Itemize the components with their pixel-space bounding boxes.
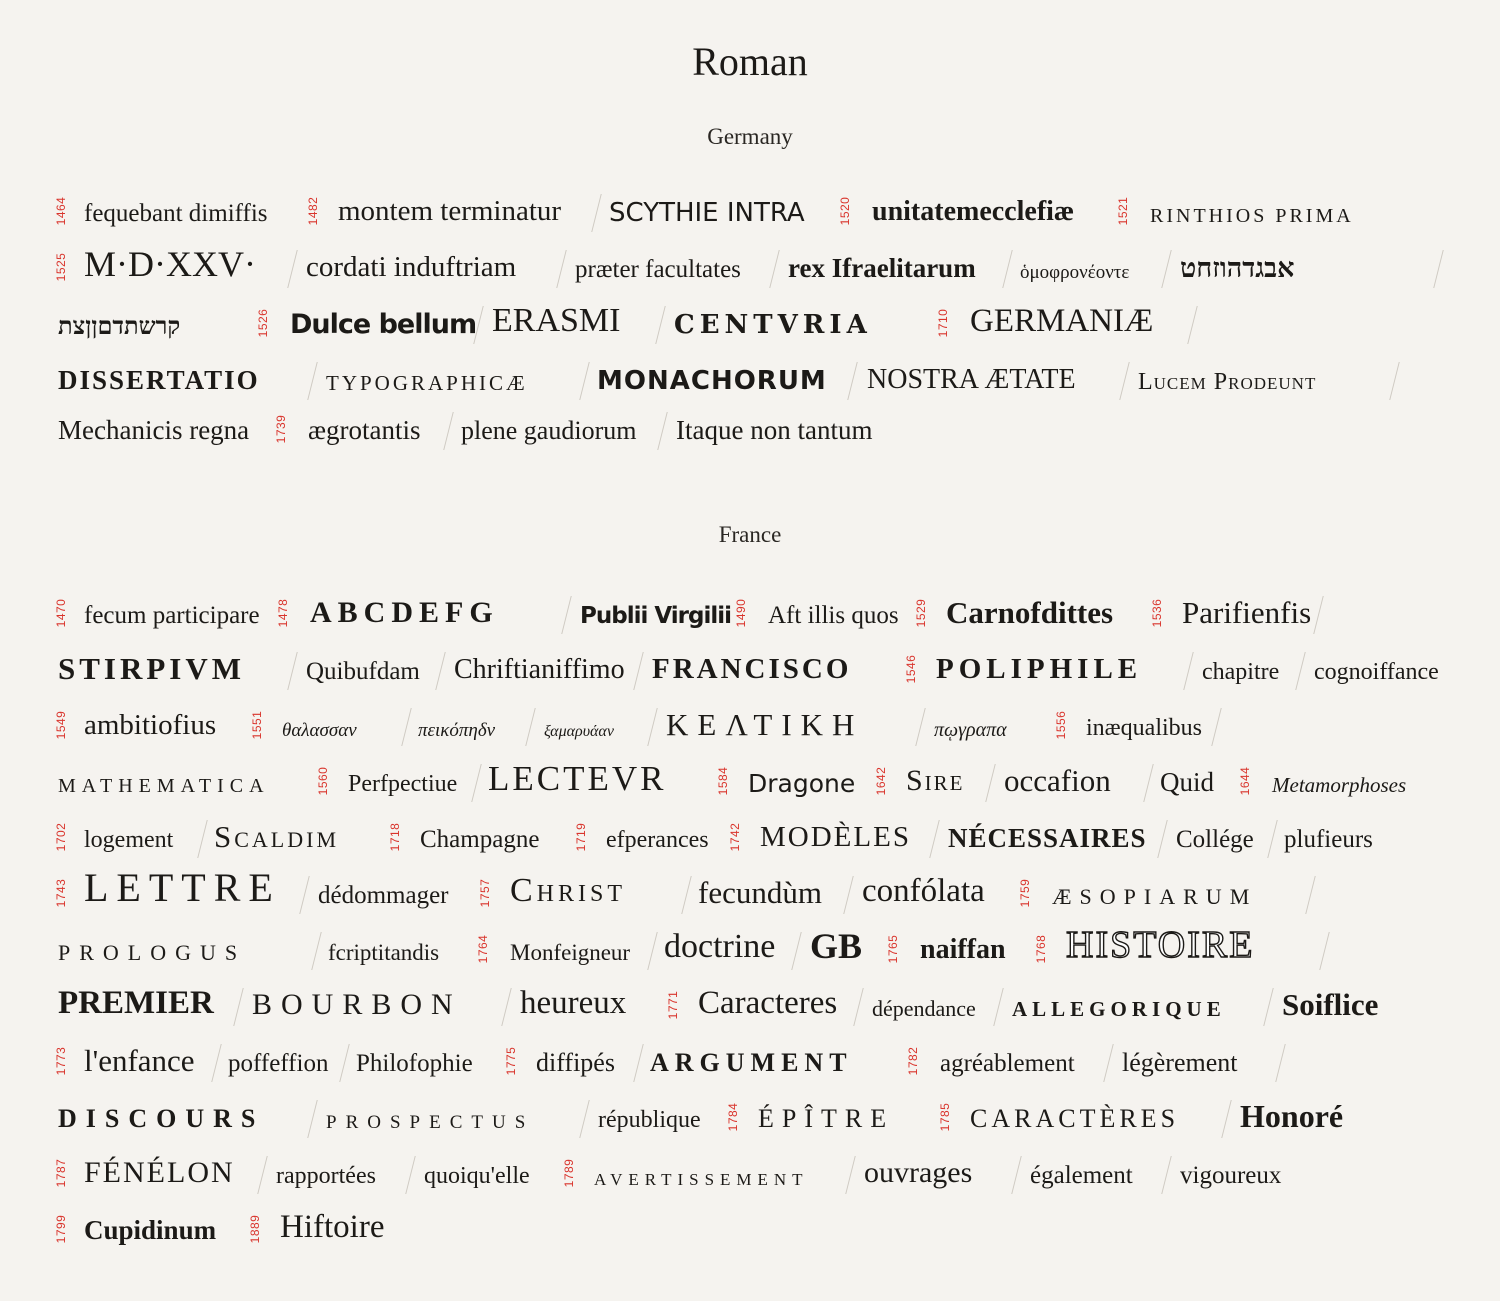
specimen-word: MONACHORUM [597,366,827,396]
france-row-7 [54,922,1454,978]
specimen-word: πεικόπηδν [418,720,496,741]
separator [579,1100,589,1138]
specimen-word: CENTVRIA [674,310,872,340]
separator [1305,876,1315,914]
specimen-word: fequebant dimiffis [84,200,268,227]
separator [211,1044,221,1082]
separator [915,708,925,746]
separator [1011,1156,1021,1194]
year-marker: 1560 [316,766,330,796]
year-marker: 1719 [574,822,588,852]
separator [1433,250,1443,288]
specimen-word: θαλασσαν [282,720,357,741]
separator [1221,1100,1231,1138]
year-marker: 1464 [54,196,68,226]
year-marker: 1743 [54,878,68,908]
specimen-word: ambitiofius [84,709,217,741]
separator [471,764,481,802]
separator [405,1156,415,1194]
year-marker: 1771 [666,990,680,1020]
specimen-word: ouvrages [864,1156,973,1189]
france-row-9 [54,1034,1454,1090]
france-row-11 [54,1146,1454,1202]
separator [681,876,691,914]
separator [233,988,243,1026]
specimen-word: PROSPECTUS [326,1112,535,1133]
specimen-word: BOURBON [252,988,462,1021]
separator [443,412,453,450]
separator [1161,250,1171,288]
separator [197,820,207,858]
germany-row-2 [54,240,1454,296]
specimen-word: DISCOURS [58,1104,265,1133]
specimen-word: HISTOIRE [1066,924,1255,966]
specimen-word: poffeffion [228,1050,329,1077]
separator [1187,306,1197,344]
specimen-word: Dragone [748,769,856,798]
specimen-word: Sire [906,764,965,797]
specimen-word: ALLEGORIQUE [1012,997,1226,1021]
separator [579,362,589,400]
specimen-word: NÉCESSAIRES [948,823,1147,853]
specimen-word: unitatemecclefiæ [872,196,1075,227]
germany-row-4 [54,352,1454,408]
specimen-word: efperances [606,827,709,853]
specimen-word: diffipés [536,1048,615,1077]
year-marker: 1702 [54,822,68,852]
specimen-word: Carnofdittes [946,595,1114,630]
separator [847,362,857,400]
year-marker: 1785 [938,1102,952,1132]
separator [561,596,571,634]
year-marker: 1775 [504,1046,518,1076]
separator [845,1156,855,1194]
separator [633,652,643,690]
year-marker: 1526 [256,308,270,338]
year-marker: 1757 [478,878,492,908]
specimen-word: ægrotantis [308,415,421,445]
specimen-word: occafion [1004,763,1111,798]
france-row-5 [54,810,1454,866]
separator [1313,596,1323,634]
specimen-word: plene gaudiorum [461,416,637,445]
specimen-word: montem terminatur [338,195,562,227]
year-marker: 1789 [562,1158,576,1188]
specimen-word: Christ [510,872,627,909]
specimen-word: également [1030,1162,1133,1189]
specimen-word: ERASMI [492,302,621,339]
year-marker: 1529 [914,598,928,628]
year-marker: 1773 [54,1046,68,1076]
year-marker: 1718 [388,822,402,852]
germany-row-1 [54,184,1454,240]
separator [791,932,801,970]
specimen-word: FRANCISCO [652,653,852,685]
separator [993,988,1003,1026]
separator [1157,820,1167,858]
section-heading-germany: Germany [707,124,793,149]
separator [657,412,667,450]
germany-row-5 [54,402,1454,458]
year-marker: 1889 [248,1214,262,1244]
specimen-word: dédommager [318,882,449,909]
year-marker: 1482 [306,196,320,226]
specimen-word: doctrine [664,928,776,965]
specimen-word: Monfeigneur [510,940,631,965]
specimen-word: ABCDEFG [310,596,499,629]
specimen-word: plufieurs [1284,826,1373,853]
specimen-word: STIRPIVM [58,651,246,686]
separator [307,362,317,400]
france-row-4 [54,754,1454,810]
specimen-word: Caracteres [698,985,838,1021]
year-marker: 1525 [54,252,68,282]
year-marker: 1764 [476,934,490,964]
specimen-word: LECTEVR [488,759,667,798]
year-marker: 1490 [734,598,748,628]
separator [843,876,853,914]
separator [1263,988,1273,1026]
year-marker: 1765 [886,934,900,964]
specimen-word: légèrement [1122,1048,1238,1077]
specimen-word: M·D·XXV· [84,244,256,284]
separator [287,250,297,288]
separator [853,988,863,1026]
separator [1183,652,1193,690]
specimen-word: Champagne [420,826,540,853]
specimen-word: Itaque non tantum [676,415,873,445]
separator [501,988,511,1026]
year-marker: 1768 [1034,934,1048,964]
separator [435,652,445,690]
specimen-word: ξαμαρυάαν [544,723,614,740]
separator [591,194,601,232]
year-marker: 1742 [728,822,742,852]
separator [1295,652,1305,690]
year-marker: 1784 [726,1102,740,1132]
specimen-word: logement [84,827,174,853]
specimen-word: CARACTÈRES [970,1104,1180,1133]
specimen-word: Metamorphoses [1272,773,1407,797]
specimen-word: Philofophie [356,1050,473,1077]
separator [339,1044,349,1082]
year-marker: 1644 [1238,766,1252,796]
separator [1319,932,1329,970]
specimen-word: MODÈLES [760,821,911,853]
separator [287,652,297,690]
separator [1267,820,1277,858]
specimen-word: AVERTISSEMENT [594,1170,809,1189]
specimen-word: chapitre [1202,659,1280,685]
specimen-word: Dulce bellum [290,309,477,340]
year-marker: 1470 [54,598,68,628]
separator [311,932,321,970]
specimen-word: agréablement [940,1050,1075,1077]
specimen-word: PROLOGUS [58,940,247,965]
year-marker: 1739 [274,414,288,444]
specimen-word: Honoré [1240,1098,1344,1134]
specimen-word: vigoureux [1180,1162,1282,1189]
specimen-word: Chriftianiffimo [454,654,625,685]
page-title: Roman [692,39,808,84]
specimen-word: fcriptitandis [328,940,440,965]
specimen-word: Hiftoire [280,1209,385,1245]
separator [401,708,411,746]
france-row-8 [54,978,1454,1034]
separator [1389,362,1399,400]
year-marker: 1536 [1150,598,1164,628]
separator [647,708,657,746]
separator [655,306,665,344]
specimen-word: DISSERTATIO [58,365,260,395]
separator [633,1044,643,1082]
year-marker: 1551 [250,710,264,740]
separator [1002,250,1012,288]
specimen-word: קרשתדםןןצת [58,311,181,340]
france-row-6 [54,866,1454,922]
specimen-word: dépendance [872,996,976,1021]
specimen-word: LETTRE [84,865,281,910]
specimen-word: inæqualibus [1086,715,1203,741]
specimen-word: Perfpectiue [348,771,458,797]
year-marker: 1710 [936,308,950,338]
specimen-word: אבגדהוזחט [1180,253,1295,284]
specimen-word: GERMANIÆ [970,303,1154,339]
france-row-10 [54,1090,1454,1146]
year-marker: 1759 [1018,878,1032,908]
specimen-word: Quibufdam [306,658,420,685]
year-marker: 1799 [54,1214,68,1244]
year-marker: 1478 [276,598,290,628]
specimen-word: république [598,1107,701,1133]
specimen-word: MATHEMATICA [58,775,270,797]
specimen-word: l'enfance [84,1043,195,1078]
specimen-word: ΚΕΛΤΙΚΗ [666,707,864,742]
france-row-1 [54,586,1454,642]
year-marker: 1520 [838,196,852,226]
specimen-word: FÉNÉLON [84,1156,235,1189]
year-marker: 1556 [1054,710,1068,740]
specimen-word: cordati induftriam [306,251,517,283]
separator [1211,708,1221,746]
separator [307,1100,317,1138]
year-marker: 1642 [874,766,888,796]
france-row-3 [54,698,1454,754]
france-row-12 [54,1202,1454,1258]
separator [299,876,309,914]
specimen-word: quoiqu'elle [424,1163,530,1189]
specimen-word: præter facultates [575,256,741,283]
specimen-word: fecum participare [84,602,260,629]
section-heading-france: France [718,522,782,547]
specimen-word: Aft illis quos [768,602,899,629]
specimen-word: Scaldim [214,819,340,854]
year-marker: 1549 [54,710,68,740]
separator [647,932,657,970]
specimen-word: Cupidinum [84,1215,217,1245]
france-row-2 [54,642,1454,698]
separator [985,764,995,802]
separator [1275,1044,1285,1082]
separator [1143,764,1153,802]
specimen-word: confólata [862,873,985,909]
specimen-word: NOSTRA ÆTATE [867,364,1076,395]
specimen-word: Mechanicis regna [58,415,250,445]
separator [1161,1156,1171,1194]
specimen-word: Parifienfis [1182,595,1312,630]
specimen-word: PREMIER [58,985,214,1021]
specimen-word: TYPOGRAPHICÆ [326,371,528,395]
separator [1103,1044,1113,1082]
year-marker: 1782 [906,1046,920,1076]
year-marker: 1787 [54,1158,68,1188]
specimen-word: Lucem Prodeunt [1138,369,1317,395]
specimen-word: rapportées [276,1163,376,1189]
specimen-word: SCYTHIE INTRA [609,198,805,228]
specimen-word: cognoiffance [1314,659,1439,685]
specimen-word: ὁμοφρονέοντε [1020,262,1130,283]
separator [525,708,535,746]
specimen-word: Publii Virgilii [580,603,731,629]
year-marker: 1584 [716,766,730,796]
separator [929,820,939,858]
separator [556,250,566,288]
separator [1119,362,1129,400]
specimen-word: fecundùm [698,875,822,910]
specimen-word: πῳγραπα [934,719,1007,741]
separator [257,1156,267,1194]
specimen-word: Quid [1160,767,1214,797]
specimen-word: Soiflice [1282,987,1379,1022]
specimen-word: GB [810,926,863,966]
germany-row-3 [54,296,1454,352]
specimen-word: RINTHIOS PRIMA [1150,205,1354,227]
specimen-word: naiffan [920,934,1006,965]
specimen-word: heureux [520,985,627,1021]
year-marker: 1521 [1116,196,1130,226]
specimen-word: rex Ifraelitarum [788,253,976,283]
year-marker: 1546 [904,654,918,684]
specimen-word: ÉPÎTRE [758,1104,895,1133]
specimen-word: Collége [1176,826,1254,853]
specimen-word: ARGUMENT [650,1048,853,1077]
separator [769,250,779,288]
specimen-word: POLIPHILE [936,653,1143,685]
specimen-word: ÆSOPIARUM [1052,884,1258,909]
